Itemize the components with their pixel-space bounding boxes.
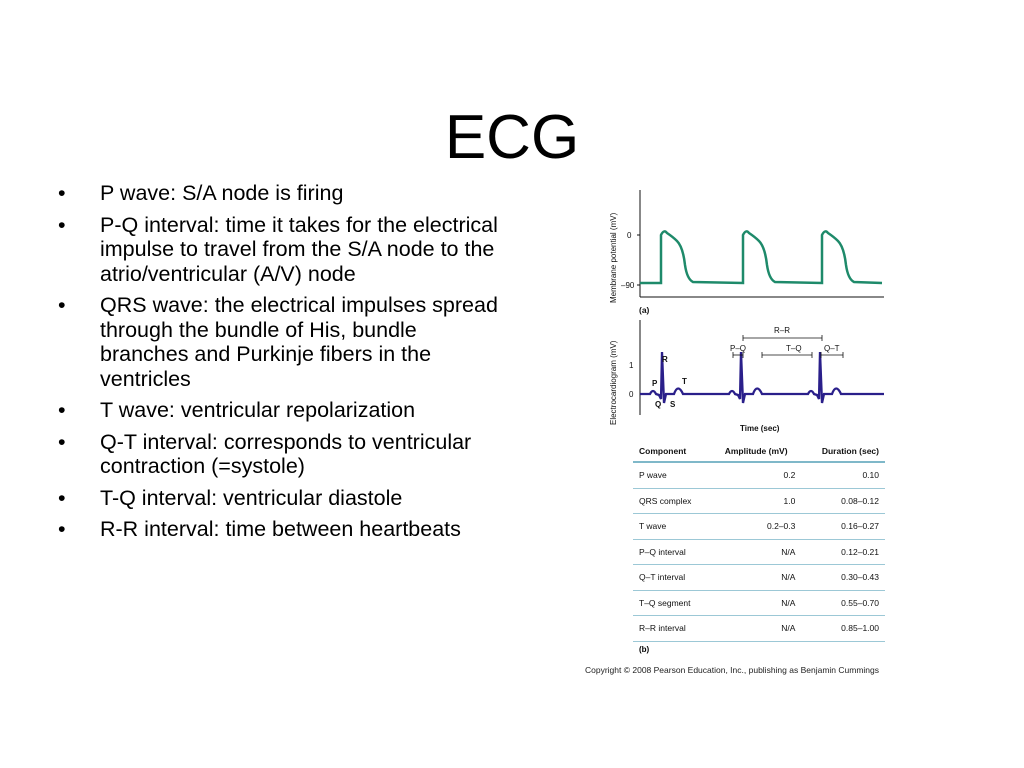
table-row (633, 539, 885, 565)
ecg-trace (640, 352, 884, 403)
table-cell: P–Q interval (633, 539, 711, 565)
table-cell: 1.0 (711, 488, 801, 514)
ecg-figure (600, 185, 900, 440)
bullet-item (54, 181, 504, 206)
table-row (633, 514, 885, 540)
table-cell: 0.85–1.00 (801, 616, 885, 642)
panel-b-tick-label-0: 0 (629, 390, 634, 399)
table-cell: QRS complex (633, 488, 711, 514)
table-cell: N/A (711, 539, 801, 565)
bullet-text: R-R interval: time between heartbeats (100, 517, 461, 541)
bullet-item (54, 398, 504, 423)
column-header: Amplitude (mV) (711, 440, 801, 462)
panel-a-ylabel: Membrane potential (mV) (609, 212, 618, 303)
bullet-item (54, 293, 504, 391)
bullet-marker: • (58, 398, 66, 422)
bullet-marker: • (58, 429, 66, 454)
bullet-text: T-Q interval: ventricular diastole (100, 485, 403, 510)
wave-label-r: R (662, 355, 668, 364)
table-cell: N/A (711, 590, 801, 616)
panel-b-tick-label-1: 1 (629, 361, 634, 370)
column-header: Duration (sec) (801, 440, 885, 462)
interval-label-rr: R–R (774, 326, 791, 335)
table-row (633, 565, 885, 591)
bullet-marker: • (58, 293, 66, 317)
table-cell: 0.55–0.70 (801, 590, 885, 616)
copyright-notice: Copyright © 2008 Pearson Education, Inc., publishing as Benjamin Cummings (585, 665, 880, 675)
slide-title: ECG (444, 102, 580, 172)
panel-a-tick-label-0: 0 (627, 231, 632, 240)
bullet-text: QRS wave: the electrical impulses spread through the bundle of His, bundle branches and Purkinje fibers in the ventricles (100, 293, 498, 391)
table-row (633, 590, 885, 616)
table-cell: 0.30–0.43 (801, 565, 885, 591)
bullet-item (54, 517, 504, 542)
wave-label-q: Q (655, 400, 662, 409)
action-potential-trace (640, 231, 882, 283)
table-cell: R–R interval (633, 616, 711, 642)
bullet-item (54, 213, 504, 287)
panel-a-tick-label-90: –90 (621, 281, 635, 290)
bullet-list (54, 181, 504, 549)
column-header: Component (633, 440, 711, 462)
wave-label-t: T (682, 377, 687, 386)
bullet-text: P-Q interval: time it takes for the electrical impulse to travel from the S/A node to the atrio/ventricular (A/V) node (100, 212, 498, 286)
bullet-marker: • (58, 212, 66, 237)
table-cell: 0.2–0.3 (711, 514, 801, 540)
wave-label-p: P (652, 379, 658, 388)
ecg-components-table (633, 440, 885, 642)
bullet-text: Q-T interval: corresponds to ventricular contraction (=systole) (100, 429, 472, 478)
panel-b-ylabel: Electrocardiogram (mV) (609, 340, 618, 425)
table-cell: 0.10 (801, 462, 885, 488)
panel-b-xlabel: Time (sec) (740, 424, 780, 433)
table-cell: 0.08–0.12 (801, 488, 885, 514)
table-cell: N/A (711, 565, 801, 591)
table-cell: 0.16–0.27 (801, 514, 885, 540)
bullet-item (54, 430, 504, 479)
table-cell: N/A (711, 616, 801, 642)
bullet-text: T wave: ventricular repolarization (100, 398, 416, 422)
table-header-row (633, 440, 885, 462)
table-row (633, 488, 885, 514)
table-row (633, 462, 885, 488)
panel-b-label: (b) (639, 645, 650, 654)
bullet-text: P wave: S/A node is firing (100, 181, 344, 205)
table-cell: 0.2 (711, 462, 801, 488)
table-row (633, 616, 885, 642)
bullet-marker: • (58, 485, 66, 510)
table-cell: T wave (633, 514, 711, 540)
bullet-marker: • (58, 517, 66, 541)
interval-label-tq: T–Q (786, 344, 802, 353)
bullet-marker: • (58, 181, 66, 205)
bullet-item (54, 486, 504, 511)
interval-label-qt: Q–T (824, 344, 840, 353)
wave-label-s: S (670, 400, 676, 409)
interval-label-pq: P–Q (730, 344, 747, 353)
table-cell: Q–T interval (633, 565, 711, 591)
table-cell: T–Q segment (633, 590, 711, 616)
panel-a-label: (a) (639, 305, 650, 315)
table-cell: 0.12–0.21 (801, 539, 885, 565)
table-cell: P wave (633, 462, 711, 488)
